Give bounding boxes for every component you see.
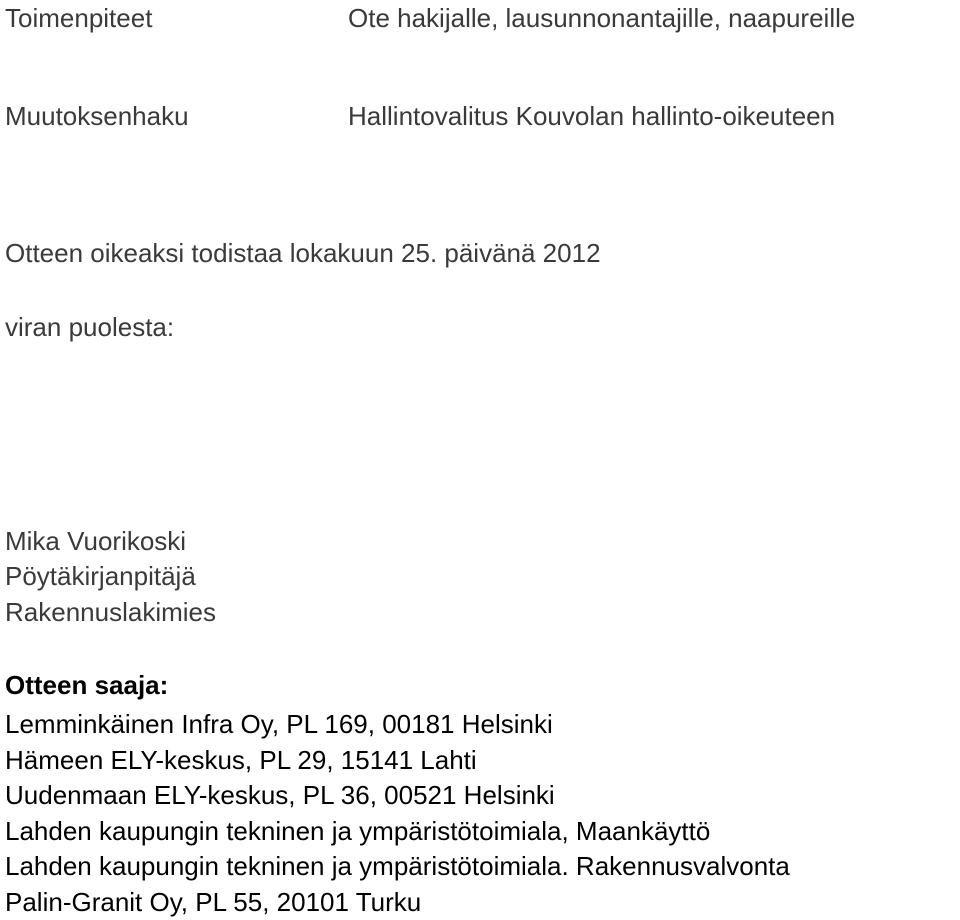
recipient-item: Uudenmaan ELY-keskus, PL 36, 00521 Helsinki: [5, 780, 555, 810]
signatory-role: Rakennuslakimies: [5, 597, 216, 627]
measures-label: Toimenpiteet: [5, 3, 153, 33]
appeal-value: Hallintovalitus Kouvolan hallinto-oikeuteen: [348, 101, 836, 131]
recipient-item: Lahden kaupungin tekninen ja ympäristötoimiala, Maankäyttö: [5, 815, 711, 846]
signatory-name: Mika Vuorikoski: [5, 526, 187, 556]
recipient-list: [5, 707, 790, 920]
signatory-title: Pöytäkirjanpitäjä: [5, 561, 196, 591]
certification-line: Otteen oikeaksi todistaa lokakuun 25. päivänä 2012: [5, 238, 601, 268]
recipient-item: Lemminkäinen Infra Oy, PL 169, 00181 Helsinki: [5, 709, 553, 739]
measures-value: Ote hakijalle, lausunnonantajille, naapureille: [348, 3, 856, 33]
recipient-item: Lahden kaupungin tekninen ja ympäristötoimiala. Rakennusvalvonta: [5, 851, 790, 881]
recipient-item: Hämeen ELY-keskus, PL 29, 15141 Lahti: [5, 744, 477, 775]
certification-authority: viran puolesta:: [5, 312, 175, 342]
recipient-item: Palin-Granit Oy, PL 55, 20101 Turku: [5, 886, 422, 917]
appeal-label: Muutoksenhaku: [5, 101, 189, 131]
recipients-heading: Otteen saaja:: [5, 670, 169, 700]
